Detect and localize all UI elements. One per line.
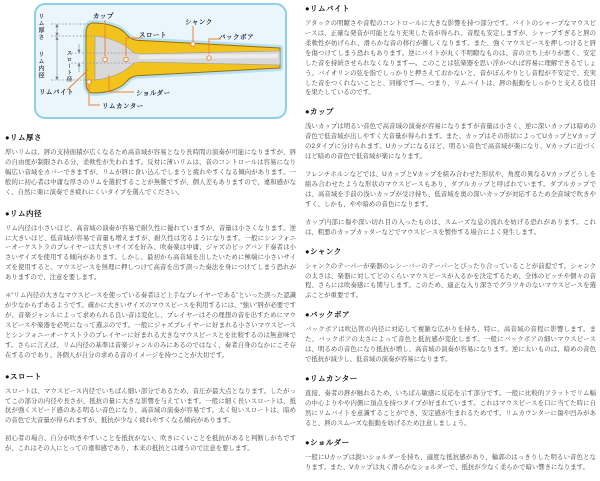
section-paragraph: フレンチホルンなどでは、UカップとVカップを組み合わせた形状や、角度の異なるVカップどうしを組み合わせたような形状のマウスピースもあり、ダブルカップと呼ばれています。ダブルカップでは、高音域を手前の浅いカップが受け持ち、低音域を奥の深いカップが対応するため全音域で吹きやすく、しかも、やや暗めの音色になります。 (305, 171, 596, 208)
section-rim-inner-diameter (5, 208, 296, 361)
mouthpiece-diagram-svg (5, 0, 295, 122)
section-paragraph: アタックの明瞭さや音程のコントロールに大きな影響を持つ部分です。バイトのシャープなマウスピースは、正確な発音が可能となり充実した音が得られ、音程も安定しますが、シャープすぎると唇の柔軟性が妨げられ、滑らかな音の移行が難しくなります。また、強くマウスピースを押しつけると唇を傷つけてしまう恐れもあります。逆にバイトが丸く不明瞭なものは、音の立ち上がりが悪く、安定した音を持続させられなくなります—。このことは弦楽器を思い浮かべれば容易に理解できるでしょう。バイオリンの弦を指でしっかりと押さえておかないと、音がぼんやりとし音程が不安定で、充実した音をつくれないことと、同様です—。つまり、リムバイトは、唇の振動をしっかりと支える役目を果たしているのです。 (305, 20, 596, 97)
section-heading: ●カップ (305, 107, 334, 117)
section-heading: ●ショルダー (305, 437, 350, 447)
section-heading: ●リムバイト (305, 4, 351, 13)
section-paragraph: 一般にUカップは鋭いショルダーを持ち、適度な抵抗感があり、輪郭のはっきりした明るい音色となります。また、Vカップは丸く滑らかなショルダーで、抵抗が少なく柔らかで暗い響きになります。 (305, 453, 596, 471)
section-heading: ●リムカンター (305, 373, 358, 383)
section-paragraph: バックボアは吹込管の内径に対応して複雑な広がりを持ち、特に、高音域の音程に影響します。また、バックボアの太さによって音色と抵抗感が変化します。一般にバックボアの細いマウスピースは、明るめの音色になり抵抗が増し、高音域の演奏が容易になります。逆に太いものは、暗めの音色で抵抗が減少し、低音域の演奏が容易になります。 (305, 326, 596, 364)
section-paragraph: 初心者の場合、自分が吹きやすいことを抵抗がない、吹きにくいことを抵抗があると判断しがちですが、これはその人にとっての違和感であり、本来の抵抗とは違うので注意を要します。 (5, 435, 296, 453)
mouthpiece-diagram (5, 0, 295, 122)
section-cup (305, 106, 596, 237)
section-paragraph: 浅いカップは明るい音色で高音域の演奏が容易になりますが音量は小さく、逆に深いカップは暗めの音色で低音域が出しやすく大音量が得られます。また、カップはその形状によってUカップとVカップの2タイプに分けられます。Uカップになるほど、明るい音色で高音域が楽になり、Vカップに近づくほど暗めの音色で低音域が楽になります。 (305, 123, 596, 161)
section-paragraph: ＊“リム内径の大きなマウスピースを使っている奏者ほど上手なプレイヤーである”といった誤った認識が少なからずあるようです。確かに大きいサイズのマウスピースを利用するには、“強い”唇が必要ですが、音楽ジャンルによって求められる良い音は変化し、プレイヤーはその理想の音を出すためにマウスピースや楽器を必死になって選ぶのです。一般にジャズプレイヤーに好まれる小さいマウスピースとシンフォニーオーケストラのプレイヤーに好まれる大きなマウスピースとを比較するのは無意味です。さらに言えば、リム内径の基準は音楽ジャンルのみにあるのではなく、奏者自身のなかにこそ存在するのであり、各個人が自分の求める音のイメージを持つことが大切です。 (5, 292, 296, 359)
left-column (5, 0, 296, 462)
label-cup: カップ (93, 13, 114, 20)
section-heading: ●スロート (5, 371, 43, 381)
section-paragraph: シャンクのテーパーが楽器のレシーバーのテーパーとぴったり合っていることが前提です。シャンクの太さは、楽器に対してどのくらいマウスピースが入るかを決定するため、全体のピッチや個々の音程、さらには吹奏感にも関与します。このため、適正な入り深さでグラツキのないマウスピースを選ぶことが重要です。 (305, 262, 596, 300)
section-shoulder (305, 437, 596, 473)
section-paragraph: リム内径は小さいほど、高音域の演奏が容易で耐久性に優れていますが、音量は小さくなります。逆に大きいほど、低音域が容易で音量も増えますが、耐久性は劣るようになります。一般にシンフォニーオーケストラのプレイヤーは大きいサイズを好み、吹奏楽は中庸、ジャズのビッグバンド奏者は小さいサイズを使用する傾向があります。しかし、最初から高音域を出したいために極端に小さいサイズを使用すると、マウスピースを無理に押しつけて高音を出す誤った奏法を身につけてしまう恐れがありますので、注意を要します。 (5, 224, 296, 282)
section-heading: ●リム厚さ (5, 133, 43, 142)
label-rim-bite: リムバイト (39, 89, 74, 96)
label-throat-diameter: スロート径 (65, 50, 72, 83)
section-rim-contour (305, 373, 596, 429)
section-shank (305, 246, 596, 302)
label-throat: スロート (139, 32, 167, 39)
section-paragraph: 厚いリムは、唇の支持面積が広くなるため高音域が容易となり長時間の演奏が可能になりますが、唇の自由度が制限される分、柔軟性が失われます。反対に薄いリムは、音のコントロールは容易になり幅広い音域をカバーできますが、リムが唇に食い込んでしまうと疲れやすくなる傾向があります。一般的に初心者は中庸な厚さのリムを選択することが無難ですが、個人差もありますので、違和感がなく、自然に楽に演奏でき疲れにくいタイプを選んでください。 (5, 149, 296, 196)
section-paragraph: カップ内部に傷や深い切れ目の入ったものは、スムーズな息の流れを妨げる恐れがあります。これは、粗悪のカップカッターなどでマウスピースを製作する場合によく発生します。 (305, 218, 596, 236)
label-rim-contour: リムカンター (102, 103, 144, 110)
label-shoulder: ショルダー (136, 90, 171, 97)
section-throat (5, 371, 296, 455)
section-rim-bite (305, 3, 596, 98)
right-column (305, 1, 596, 481)
label-shank: シャンク (185, 19, 213, 26)
section-paragraph: スロートは、マウスピース内径でいちばん細い部分であるため、音圧が最大点となります。したがってこの部分の内径や長さが、抵抗の量に大きな影響を与えています。一般に細く長いスロートは、抵抗が強くスピード感のある明るい音色になり、高音域の演奏が容易です。太く短いスロートは、暗めの音色で大音量が得られますが、抵抗が少なく疲れやすくなる傾向があります。 (5, 387, 296, 425)
section-heading: ●シャンク (305, 246, 342, 256)
section-paragraph: 直接、奏者の唇が触れるため、いちばん敏感に反応を示す部分です。一般に比較的フラットでリム幅の中心よりやや内側に頂点を持つタイプが好まれています。これはマウスピースを口に当てた時に自然にリムバイトを意識することができ、安定感が生まれるためです。リムカウンターに傷や凹みがあると、唇のスムーズな振動を妨げるため注意しましょう。 (305, 389, 596, 427)
section-heading: ●リム内径 (5, 208, 43, 218)
label-backbore: バックボア (219, 34, 254, 41)
label-rim-inner-diameter: リム内径 (37, 51, 43, 79)
section-heading: ●バックボア (305, 310, 351, 320)
label-rim-thickness: リム厚さ (37, 13, 43, 41)
section-backbore (305, 309, 596, 365)
section-rim-thickness (5, 132, 296, 198)
